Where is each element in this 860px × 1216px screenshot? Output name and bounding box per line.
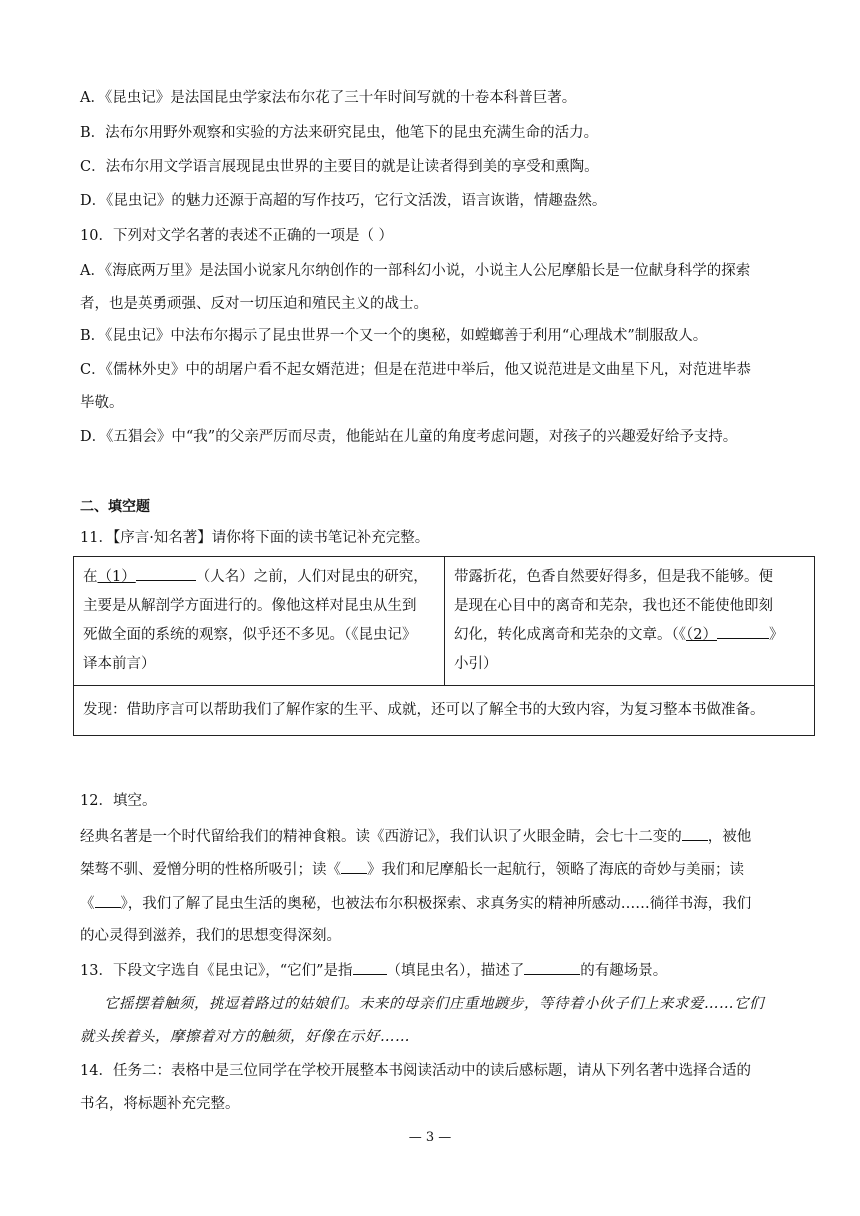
q12-blank-3[interactable] — [95, 893, 121, 908]
q13-blank-2[interactable] — [524, 960, 580, 975]
q10-stem: 10．下列对文学名著的表述不正确的一项是（ ） — [80, 228, 394, 244]
q9-option-b: B．法布尔用野外观察和实验的方法来研究昆虫，他笔下的昆虫充满生命的活力。 — [80, 125, 599, 141]
reading-notes-table — [73, 556, 815, 736]
notes-finding: 发现：借助序言可以帮助我们了解作家的生平、成就，还可以了解全书的大致内容，为复习整本书做准备。 — [74, 686, 815, 736]
q10-option-d: D．《五猖会》中“我”的父亲严厉而尽责，他能站在儿童的角度考虑问题，对孩子的兴趣爱好给予支持。 — [80, 429, 738, 445]
q10-option-c-line2: 毕敬。 — [80, 395, 124, 411]
q14-line2: 书名，将标题补充完整。 — [80, 1096, 240, 1112]
q12-blank-2[interactable] — [341, 859, 367, 874]
q9-option-c: C．法布尔用文学语言展现昆虫世界的主要目的就是让读者得到美的享受和熏陶。 — [80, 159, 599, 175]
q10-option-a-line1: A．《海底两万里》是法国小说家凡尔纳创作的一部科幻小说，小说主人公尼摩船长是一位献身科学的探索 — [80, 263, 751, 279]
q11-stem: 11．【序言·知名著】请你将下面的读书笔记补充完整。 — [80, 530, 430, 546]
page-number: — 3 — — [408, 1130, 452, 1145]
q9-option-a: A．《昆虫记》是法国昆虫学家法布尔花了三十年时间写就的十卷本科普巨著。 — [80, 90, 577, 106]
q12-stem: 12．填空。 — [80, 793, 157, 809]
q10-option-a-line2: 者，也是英勇顽强、反对一切压迫和殖民主义的战士。 — [80, 296, 428, 312]
blank-1-label: （1） — [97, 569, 136, 585]
q10-option-c-line1: C．《儒林外史》中的胡屠户看不起女婿范进；但是在范进中举后，他又说范进是文曲星下凡，对范进毕恭 — [80, 362, 751, 378]
q12-line4: 的心灵得到滋养，我们的思想变得深刻。 — [80, 928, 341, 944]
q12-line3: 《 》，我们了解了昆虫生活的奥秘，也被法布尔积极探索、求真务实的精神所感动……徜徉书海，我们 — [80, 893, 800, 914]
blank-2-label: （2） — [686, 627, 717, 643]
q9-option-d: D．《昆虫记》的魅力还源于高超的写作技巧，它行文活泼，语言诙谐，情趣盎然。 — [80, 193, 607, 209]
blank-1[interactable] — [136, 566, 196, 581]
q10-option-b: B．《昆虫记》中法布尔揭示了昆虫世界一个又一个的奥秘，如螳螂善于利用“心理战术”制服敌人。 — [80, 328, 708, 344]
q12-line1: 经典名著是一个时代留给我们的精神食粮。读《西游记》，我们认识了火眼金睛，会七十二变的 ，被他 — [80, 826, 800, 847]
q12-line2: 桀骜不驯、爱憎分明的性格所吸引；读《 》我们和尼摩船长一起航行，领略了海底的奇妙与美丽；读 — [80, 859, 800, 880]
q13-stem: 13．下段文字选自《昆虫记》，“它们”是指 （填昆虫名），描述了 的有趣场景。 — [80, 960, 800, 981]
q13-blank-1[interactable] — [353, 960, 387, 975]
blank-2[interactable] — [717, 624, 769, 639]
q13-quote-line1: 它摇摆着触须，挑逗着路过的姑娘们。未来的母亲们庄重地踱步，等待着小伙子们上来求爱……它们 — [104, 996, 764, 1012]
q14-line1: 14．任务二：表格中是三位同学在学校开展整本书阅读活动中的读后感标题，请从下列名著中选择合适的 — [80, 1063, 751, 1079]
notes-right-cell: 带露折花，色香自然要好得多，但是我不能够。便 是现在心目中的离奇和芜杂，我也还不能使他即刻 幻化，转化成离奇和芜杂的文章。（《（2） 》 小引） — [445, 557, 815, 686]
section-title: 二、填空题 — [80, 499, 150, 515]
q12-blank-1[interactable] — [682, 826, 708, 841]
q13-quote-line2: 就头挨着头，摩擦着对方的触须，好像在示好…… — [80, 1029, 410, 1045]
notes-left-cell: 在（1） （人名）之前，人们对昆虫的研究， 主要是从解剖学方面进行的。像他这样对昆虫从生到 死做全面的系统的观察，似乎还不多见。（《昆虫记》 译本前言） — [74, 557, 445, 686]
